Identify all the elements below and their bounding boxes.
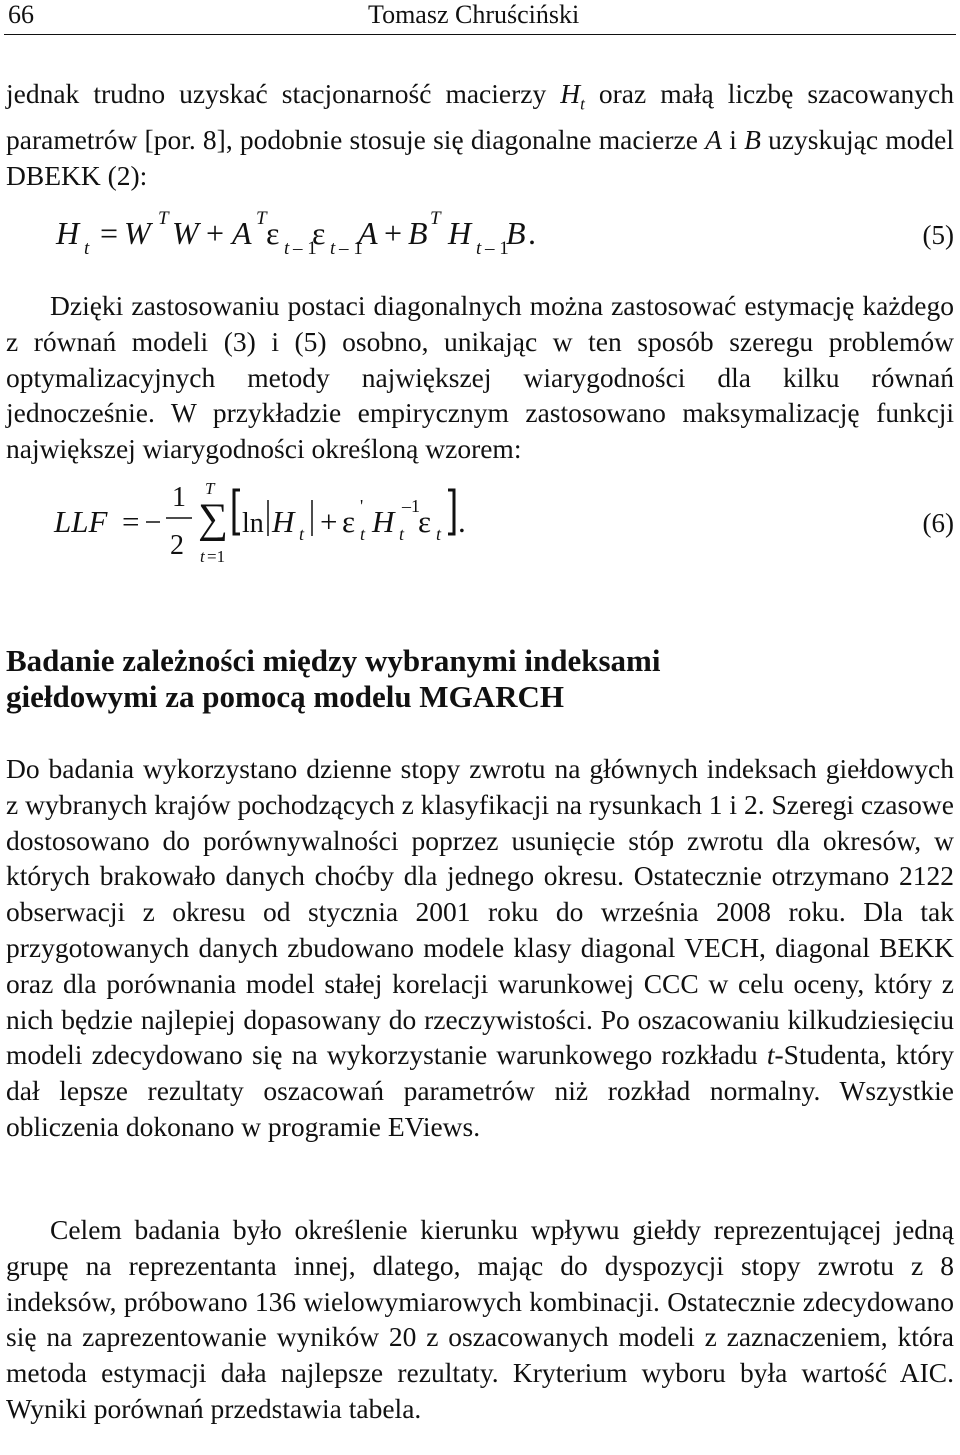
svg-text:ε: ε xyxy=(312,215,326,251)
equation-6-formula xyxy=(0,474,960,584)
svg-text:t: t xyxy=(200,547,205,566)
svg-text:1: 1 xyxy=(172,482,186,513)
equation-6 xyxy=(0,474,960,584)
svg-text:t: t xyxy=(399,524,405,544)
svg-text:H: H xyxy=(272,504,295,539)
svg-text:H: H xyxy=(372,504,395,539)
svg-text:t: t xyxy=(476,238,482,259)
svg-text:LLF: LLF xyxy=(54,504,108,539)
svg-text:A: A xyxy=(232,215,252,251)
svg-text:t: t xyxy=(84,238,90,259)
svg-text:H: H xyxy=(56,215,80,251)
running-head-author: Tomasz Chruściński xyxy=(368,0,580,29)
svg-text:t: t xyxy=(436,524,442,544)
equation-5-formula xyxy=(0,200,960,270)
svg-text:T: T xyxy=(205,479,215,498)
svg-text:.: . xyxy=(528,215,536,251)
svg-text:': ' xyxy=(360,496,364,516)
svg-text:T: T xyxy=(430,208,441,229)
svg-text:–1: –1 xyxy=(402,496,420,516)
svg-text:+: + xyxy=(206,215,225,251)
header-rule xyxy=(4,34,956,35)
svg-text:t: t xyxy=(299,524,305,544)
svg-text:W: W xyxy=(172,215,199,251)
svg-text:ln: ln xyxy=(242,508,264,539)
svg-text:W: W xyxy=(124,215,151,251)
page-number: 66 xyxy=(8,0,34,29)
svg-text:B: B xyxy=(408,215,428,251)
svg-text:ε: ε xyxy=(266,215,280,251)
intro-paragraph: jednak trudno uzyskać stacjonarność macierzy $H_t$ oraz małą liczbę szacowanych parametrów [por. 8], podobnie stosuje się diagonalne macierze A i B uzyskując model DBEKK (2): xyxy=(6,78,955,192)
svg-text:B: B xyxy=(506,215,526,251)
svg-text:T: T xyxy=(256,208,267,229)
svg-text:– 1: – 1 xyxy=(485,238,509,259)
svg-text:t: t xyxy=(284,238,290,259)
svg-text:– 1: – 1 xyxy=(293,238,317,259)
svg-text:t: t xyxy=(360,524,366,544)
svg-text:=: = xyxy=(100,215,119,251)
page-header xyxy=(4,0,960,34)
svg-text:2: 2 xyxy=(170,530,184,561)
equation-5 xyxy=(0,200,960,270)
paragraph-diagonal-estimation: Dzięki zastosowaniu postaci diagonalnych można zastosować estymację każdego z równań modeli (3) i (5) osobno, unikając w ten sposób szeregu problemów optymalizacyjnych metody największej wiarygodności dla kilku równań jednocześnie. W przykładzie empirycznym zastosowano maksymalizację funkcji największej wiarygodności określoną wzorem: xyxy=(6,290,954,465)
svg-text:T: T xyxy=(158,208,169,229)
svg-text:H: H xyxy=(448,215,472,251)
equation-6-number: (6) xyxy=(922,508,954,538)
paragraph-data-description: Do badania wykorzystano dzienne stopy zwrotu na głównych indeksach giełdowych z wybranych krajów pochodzących z klasyfikacji na rysunkach 1 i 2. Szeregi czasowe dostosowano do porównywalności poprzez usunięcie stóp zwrotu dla okresów, w których brakowało danych choćby dla jednego okresu. Ostatecznie otrzymano 2122 obserwacji z okresu od stycznia 2001 roku do września 2008 roku. Dla tak przygotowanych danych zbudowano modele klasy diagonal VECH, diagonal BEKK oraz dla porównania model stałej korelacji warunkowej CCC w celu oceny, który z nich będzie najlepiej dopasowany do rzeczywistości. Po oszacowaniu kilkudziesięciu modeli zdecydowano się na wykorzystanie warunkowego rozkładu t-Studenta, który dał lepsze rezultaty oszacowań parametrów niż rozkład normalny. Wszystkie obliczenia dokonano w programie EViews. xyxy=(6,753,954,1142)
svg-text:ε: ε xyxy=(342,504,356,539)
svg-text:.: . xyxy=(458,504,466,539)
paragraph-research-goal: Celem badania było określenie kierunku wpływu giełdy reprezentującej jedną grupę na reprezentanta innej, dlatego, mając do dyspozycji stopy zwrotu z 8 indeksów, próbowano 136 wielowymiarowych kombinacji. Ostatecznie zdecydowano się na zaprezentowanie wyników 20 z oszacowanych modeli z zaznaczeniem, która metoda estymacji dała najlepsze rezultaty. Kryterium wyboru była wartość AIC. Wyniki porównań przedstawia tabela. xyxy=(6,1214,954,1424)
svg-text:∑: ∑ xyxy=(198,496,228,542)
svg-text:ε: ε xyxy=(418,504,432,539)
svg-text:t: t xyxy=(330,238,336,259)
svg-text:– 1: – 1 xyxy=(339,238,363,259)
svg-text:+: + xyxy=(384,215,403,251)
svg-text:=: = xyxy=(122,504,140,539)
svg-text:+: + xyxy=(320,504,338,539)
section-title: Badanie zależności między wybranymi indeksami giełdowymi za pomocą modelu MGARCH xyxy=(6,643,661,714)
equation-5-number: (5) xyxy=(922,220,954,250)
svg-text:=1: =1 xyxy=(207,547,226,566)
svg-text:A: A xyxy=(358,215,378,251)
